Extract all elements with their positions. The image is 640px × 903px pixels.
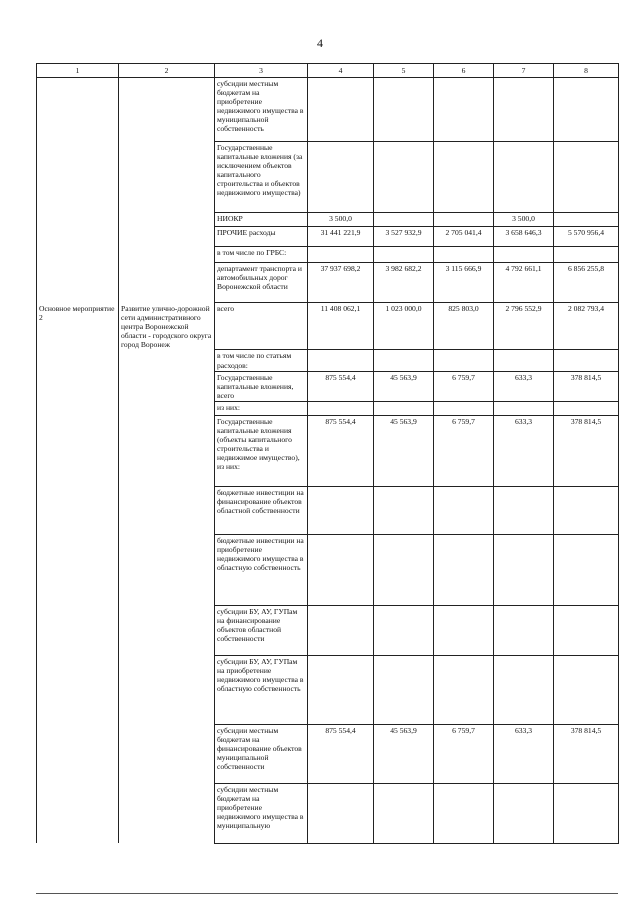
value-cell bbox=[308, 783, 374, 843]
table-row bbox=[37, 534, 619, 605]
value-cell bbox=[554, 247, 619, 263]
event-name-cell bbox=[37, 263, 119, 303]
event-name-cell bbox=[37, 142, 119, 213]
event-name-cell bbox=[37, 724, 119, 783]
table-row bbox=[37, 303, 619, 350]
header-cell: 2 bbox=[119, 64, 215, 78]
value-cell: 3 500,0 bbox=[494, 213, 554, 227]
value-cell bbox=[554, 534, 619, 605]
table-row bbox=[37, 486, 619, 534]
expense-label-cell: субсидии местным бюджетам на приобретение недвижимого имущества в муниципальную bbox=[215, 783, 308, 843]
value-cell bbox=[374, 350, 434, 371]
value-cell: 2 082 793,4 bbox=[554, 303, 619, 350]
value-cell bbox=[374, 401, 434, 415]
expense-label-cell: всего bbox=[215, 303, 308, 350]
value-cell bbox=[434, 213, 494, 227]
value-cell: 6 759,7 bbox=[434, 724, 494, 783]
event-name-cell bbox=[37, 655, 119, 724]
expense-label-cell: Государственные капитальные вложения, всего bbox=[215, 371, 308, 401]
program-name-cell bbox=[119, 227, 215, 247]
expense-label-cell: в том числе по ГРБС: bbox=[215, 247, 308, 263]
value-cell bbox=[374, 78, 434, 142]
header-cell: 8 bbox=[554, 64, 619, 78]
event-name-cell bbox=[37, 213, 119, 227]
value-cell bbox=[308, 78, 374, 142]
value-cell: 378 814,5 bbox=[554, 724, 619, 783]
event-name-cell bbox=[37, 227, 119, 247]
value-cell: 5 570 956,4 bbox=[554, 227, 619, 247]
program-name-cell bbox=[119, 350, 215, 371]
table-row bbox=[37, 142, 619, 213]
value-cell: 2 796 552,9 bbox=[494, 303, 554, 350]
program-name-cell bbox=[119, 213, 215, 227]
table-row bbox=[37, 415, 619, 486]
program-name-cell bbox=[119, 371, 215, 401]
value-cell bbox=[434, 247, 494, 263]
value-cell bbox=[434, 78, 494, 142]
value-cell: 6 856 255,8 bbox=[554, 263, 619, 303]
program-name-cell bbox=[119, 401, 215, 415]
value-cell bbox=[494, 605, 554, 655]
table-row bbox=[37, 213, 619, 227]
table-row bbox=[37, 78, 619, 142]
value-cell bbox=[554, 213, 619, 227]
budget-table bbox=[36, 63, 619, 844]
value-cell: 6 759,7 bbox=[434, 415, 494, 486]
value-cell bbox=[494, 142, 554, 213]
value-cell: 378 814,5 bbox=[554, 415, 619, 486]
table-row bbox=[37, 227, 619, 247]
table-row bbox=[37, 783, 619, 843]
event-name-cell bbox=[37, 486, 119, 534]
table-row bbox=[37, 655, 619, 724]
value-cell: 1 023 000,0 bbox=[374, 303, 434, 350]
header-cell: 3 bbox=[215, 64, 308, 78]
header-row bbox=[37, 64, 619, 78]
value-cell bbox=[554, 605, 619, 655]
value-cell bbox=[308, 486, 374, 534]
value-cell bbox=[434, 783, 494, 843]
value-cell: 11 408 062,1 bbox=[308, 303, 374, 350]
value-cell: 4 792 661,1 bbox=[494, 263, 554, 303]
value-cell bbox=[434, 486, 494, 534]
event-name-cell bbox=[37, 605, 119, 655]
program-name-cell bbox=[119, 534, 215, 605]
value-cell bbox=[308, 401, 374, 415]
expense-label-cell: ПРОЧИЕ расходы bbox=[215, 227, 308, 247]
value-cell: 3 500,0 bbox=[308, 213, 374, 227]
value-cell bbox=[434, 655, 494, 724]
program-name-cell bbox=[119, 486, 215, 534]
value-cell: 37 937 698,2 bbox=[308, 263, 374, 303]
table-row bbox=[37, 401, 619, 415]
value-cell bbox=[374, 605, 434, 655]
value-cell bbox=[308, 350, 374, 371]
value-cell bbox=[494, 534, 554, 605]
event-name-cell bbox=[37, 371, 119, 401]
value-cell: 2 705 041,4 bbox=[434, 227, 494, 247]
value-cell bbox=[434, 350, 494, 371]
value-cell bbox=[494, 486, 554, 534]
value-cell bbox=[434, 142, 494, 213]
program-name-cell bbox=[119, 605, 215, 655]
event-name-cell bbox=[37, 415, 119, 486]
program-name-cell bbox=[119, 78, 215, 142]
value-cell: 875 554,4 bbox=[308, 415, 374, 486]
value-cell bbox=[308, 655, 374, 724]
value-cell: 633,3 bbox=[494, 724, 554, 783]
value-cell bbox=[308, 142, 374, 213]
expense-label-cell: Государственные капитальные вложения (объекты капитального строительства и недвижимое имущество), из них: bbox=[215, 415, 308, 486]
table-row bbox=[37, 371, 619, 401]
event-name-cell bbox=[37, 247, 119, 263]
value-cell: 6 759,7 bbox=[434, 371, 494, 401]
program-name-cell bbox=[119, 142, 215, 213]
value-cell bbox=[374, 142, 434, 213]
value-cell: 633,3 bbox=[494, 371, 554, 401]
program-name-cell bbox=[119, 655, 215, 724]
value-cell bbox=[554, 655, 619, 724]
expense-label-cell: в том числе по статьям расходов: bbox=[215, 350, 308, 371]
value-cell: 875 554,4 bbox=[308, 724, 374, 783]
expense-label-cell: бюджетные инвестиции на приобретение недвижимого имущества в областную собственность bbox=[215, 534, 308, 605]
value-cell: 825 803,0 bbox=[434, 303, 494, 350]
value-cell bbox=[374, 247, 434, 263]
value-cell: 3 658 646,3 bbox=[494, 227, 554, 247]
value-cell bbox=[308, 605, 374, 655]
value-cell bbox=[434, 534, 494, 605]
value-cell: 45 563,9 bbox=[374, 371, 434, 401]
value-cell bbox=[374, 655, 434, 724]
value-cell bbox=[374, 783, 434, 843]
event-name-cell bbox=[37, 783, 119, 843]
value-cell bbox=[554, 783, 619, 843]
table-row bbox=[37, 605, 619, 655]
program-name-cell bbox=[119, 783, 215, 843]
value-cell: 633,3 bbox=[494, 415, 554, 486]
value-cell: 3 527 932,9 bbox=[374, 227, 434, 247]
expense-label-cell: субсидии БУ, АУ, ГУПам на приобретение недвижимого имущества в областную собственность bbox=[215, 655, 308, 724]
value-cell bbox=[494, 401, 554, 415]
page-number: 4 bbox=[317, 36, 323, 50]
event-name-cell: Основное мероприятие 2 bbox=[37, 303, 119, 350]
value-cell bbox=[554, 78, 619, 142]
value-cell: 31 441 221,9 bbox=[308, 227, 374, 247]
value-cell bbox=[494, 655, 554, 724]
expense-label-cell: субсидии БУ, АУ, ГУПам на финансирование объектов областной собственности bbox=[215, 605, 308, 655]
event-name-cell bbox=[37, 401, 119, 415]
value-cell: 45 563,9 bbox=[374, 724, 434, 783]
program-name-cell bbox=[119, 724, 215, 783]
value-cell bbox=[554, 350, 619, 371]
value-cell bbox=[374, 534, 434, 605]
program-name-cell bbox=[119, 247, 215, 263]
header-cell: 4 bbox=[308, 64, 374, 78]
value-cell bbox=[374, 486, 434, 534]
value-cell bbox=[308, 247, 374, 263]
value-cell: 3 982 682,2 bbox=[374, 263, 434, 303]
value-cell bbox=[494, 783, 554, 843]
expense-label-cell: из них: bbox=[215, 401, 308, 415]
value-cell: 45 563,9 bbox=[374, 415, 434, 486]
program-name-cell bbox=[119, 415, 215, 486]
value-cell bbox=[554, 486, 619, 534]
expense-label-cell: департамент транспорта и автомобильных дорог Воронежской области bbox=[215, 263, 308, 303]
value-cell bbox=[494, 350, 554, 371]
value-cell bbox=[494, 247, 554, 263]
value-cell bbox=[494, 78, 554, 142]
value-cell bbox=[434, 605, 494, 655]
header-cell: 1 bbox=[37, 64, 119, 78]
value-cell bbox=[308, 534, 374, 605]
value-cell bbox=[554, 401, 619, 415]
value-cell bbox=[434, 401, 494, 415]
value-cell: 3 115 666,9 bbox=[434, 263, 494, 303]
expense-label-cell: Государственные капитальные вложения (за исключением объектов капитального строительства и объектов недвижимого имущества) bbox=[215, 142, 308, 213]
event-name-cell bbox=[37, 78, 119, 142]
table-row bbox=[37, 724, 619, 783]
program-name-cell: Развитие улично-дорожной сети административного центра Воронежской области - городского округа город Воронеж bbox=[119, 303, 215, 350]
event-name-cell bbox=[37, 534, 119, 605]
expense-label-cell: НИОКР bbox=[215, 213, 308, 227]
footer-divider bbox=[36, 893, 618, 894]
value-cell: 875 554,4 bbox=[308, 371, 374, 401]
expense-label-cell: субсидии местным бюджетам на приобретение недвижимого имущества в муниципальной собственность bbox=[215, 78, 308, 142]
value-cell: 378 814,5 bbox=[554, 371, 619, 401]
table-row bbox=[37, 350, 619, 371]
expense-label-cell: субсидии местным бюджетам на финансирование объектов муниципальной собственности bbox=[215, 724, 308, 783]
header-cell: 5 bbox=[374, 64, 434, 78]
value-cell bbox=[554, 142, 619, 213]
expense-label-cell: бюджетные инвестиции на финансирование объектов областной собственности bbox=[215, 486, 308, 534]
table-row bbox=[37, 263, 619, 303]
header-cell: 6 bbox=[434, 64, 494, 78]
table-row bbox=[37, 247, 619, 263]
event-name-cell bbox=[37, 350, 119, 371]
header-cell: 7 bbox=[494, 64, 554, 78]
program-name-cell bbox=[119, 263, 215, 303]
value-cell bbox=[374, 213, 434, 227]
